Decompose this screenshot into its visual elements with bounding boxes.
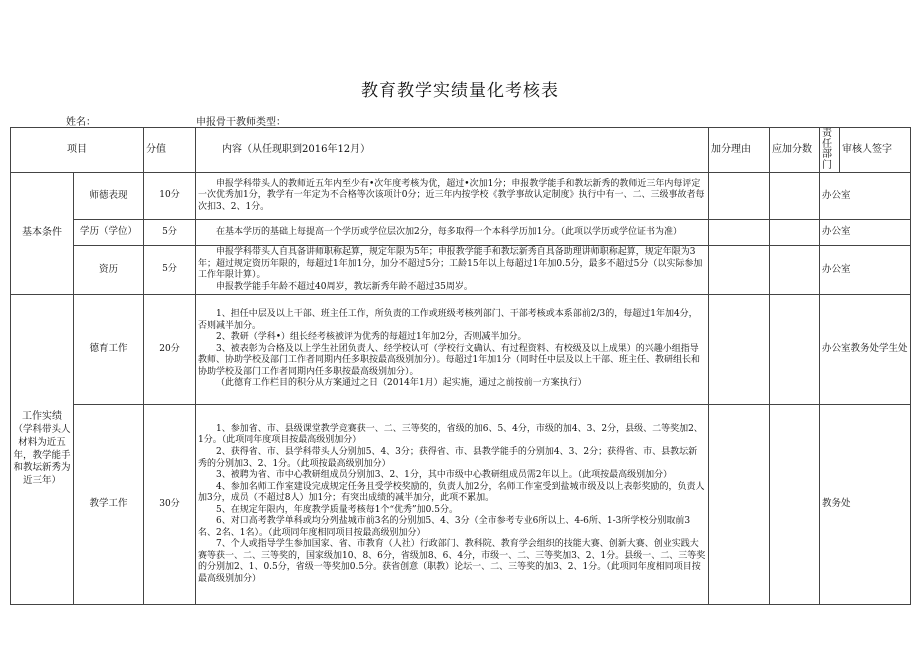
row-degree-dept: 办公室 — [820, 220, 911, 246]
row-degree-score: 5分 — [144, 220, 196, 246]
teacher-type-field — [196, 113, 444, 128]
row-seniority — [11, 246, 911, 295]
row-ethics-score: 10分 — [144, 173, 196, 220]
section-work-title: 工作实绩 — [22, 411, 62, 423]
row-moral-work-score: 20分 — [144, 295, 196, 405]
row-degree-points-input[interactable] — [770, 220, 820, 246]
header-reason: 加分理由 — [709, 128, 770, 173]
row-teaching-work-label: 教学工作 — [74, 405, 144, 605]
row-teaching-work-reason-input[interactable] — [709, 405, 770, 605]
row-moral-work-label: 德育工作 — [74, 295, 144, 405]
row-ethics-label: 师德表现 — [74, 173, 144, 220]
row-moral-work — [11, 295, 911, 405]
header-score: 分值 — [144, 128, 196, 173]
row-teaching-work-dept: 教务处 — [820, 405, 911, 605]
header-responsible-dept: 责任部门 — [820, 128, 840, 173]
row-moral-work-reason-input[interactable] — [709, 295, 770, 405]
assessment-table — [10, 127, 911, 605]
row-moral-work-content: 1、担任中层及以上干部、班主任工作，所负责的工作或班级考核列部门、干部考核或本系部前2/3的，每超过1年加4分，否则减半加分。 2、教研（学科•）组长经考核被评为优秀的每超过1年加2分，否则减半加分。 3、被表彰为合格及以上学生社团负责人、经学校认可（学校行文确认、有过程资料、有校级及以上成果）的兴趣小组指导教师、协助学校及部门工作者同期内任多职按最高级别加分）。每超过1年加1分（同时任中层及以上干部、班主任、教研组长和协助学校及部门工作者同期内任多职按最高级别加分）。 （此德育工作栏目的积分从方案通过之日（2014年1月）起实施，通过之前按前一方案执行） — [196, 295, 709, 405]
row-seniority-score: 5分 — [144, 246, 196, 295]
section-work-note: （学科带头人材料为近五年，教学能手和教坛新秀为近三年） — [13, 423, 71, 487]
row-ethics — [11, 173, 911, 220]
header-item: 项目 — [11, 128, 144, 173]
row-teaching-work-points-input[interactable] — [770, 405, 820, 605]
row-ethics-dept: 办公室 — [820, 173, 911, 220]
teacher-type-label: 申报骨干教师类型： — [196, 117, 286, 128]
row-moral-work-points-input[interactable] — [770, 295, 820, 405]
header-reviewer: 审核人签字 — [840, 128, 911, 173]
row-teaching-work-score: 30分 — [144, 405, 196, 605]
row-seniority-label: 资历 — [74, 246, 144, 295]
row-degree-label: 学历（学位） — [74, 220, 144, 246]
row-ethics-reason-input[interactable] — [709, 173, 770, 220]
row-ethics-content: 申报学科带头人的教师近五年内至少有•次年度考核为优，超过•次加1分；申报教学能手和教坛新秀的教师近三年内每评定一次优秀加1分，教学有一年定为不合格等次该项计0分；近三年内按学校《教学事故认定制度》执行中有一、二、三级事故者每次扣3、2、1分。 — [196, 173, 709, 220]
row-degree-content: 在基本学历的基础上每提高一个学历或学位层次加2分，每多取得一个本科学历加1分。（此项以学历或学位证书为准） — [196, 220, 709, 246]
header-row — [11, 128, 911, 173]
row-teaching-work-content: 1、参加省、市、县级课堂教学竞赛获一、二、三等奖的，省级的加6、5、4分，市级的加4、3、2分，县级、二等奖加2、1分。（此项同年度项目按最高级别加分） 2、获得省、市、县学科带头人分别加5、4、3分；获得省、市、县教学能手的分别加4、3、2分；获得省、市、县教坛新秀的分别加3、2、1分。（此项按最高级别加分） 3、被聘为省、市中心教研组成员分别加3、2、1分，其中市级中心教研组成员需2年以上。（此项按最高级别加分） 4、参加名师工作室建设完成规定任务且受学校奖励的，负责人加2分，名师工作室受到盐城市级及以上表彰奖励的，负责人加3分，成员（不超过8人）加1分；有突出成绩的减半加分，此项不累加。 5、在规定年限内，年度教学质量考核每1个“优秀”加0.5分。 6、对口高考教学单科或均分列盐城市前3名的分别加5、4、3分（全市参考专业6所以上、4-6所、1-3所学校分别取前3名、2名、1名）。（此项同年度相同项目按最高级别加分） 7、个人或指导学生参加国家、省、市教育（人社）行政部门、教科院、教育学会组织的技能大赛、创新大赛、创业实践大赛等获一、二、三等奖的，国家级加10、8、6分，省级加8、6、4分，市级一、二、三等奖加3、2、1分。县级一、二、三等奖的分别加2、1、0.5分，省级一等奖加0.5分。获省创意（职教）论坛一、二、三等奖的加3、2、1分。（此项同年度相同项目按最高级别加分） — [196, 405, 709, 605]
row-seniority-content: 申报学科带头人自具备讲师职称起算，规定年限为5年；申报教学能手和教坛新秀自具备助理讲师职称起算，规定年限为3年；超过规定资历年限的，每超过1年加1分，加分不超过5分；工龄15年以上每超过1年加0.5分，最多不超过5分（以实际参加工作年限计算）。 申报教学能手年龄不超过40周岁，教坛新秀年龄不超过35周岁。 — [196, 246, 709, 295]
section-work-performance — [11, 295, 74, 605]
header-points: 应加分数 — [770, 128, 820, 173]
section-basic-conditions: 基本条件 — [11, 173, 74, 295]
row-moral-work-dept: 办公室教务处学生处 — [820, 295, 911, 405]
row-degree-reason-input[interactable] — [709, 220, 770, 246]
row-teaching-work — [11, 405, 911, 605]
header-content: 内容（从任现职到2016年12月） — [196, 128, 709, 173]
row-seniority-reason-input[interactable] — [709, 246, 770, 295]
page-title: 教育教学实绩量化考核表 — [361, 81, 559, 101]
name-label: 姓名： — [66, 117, 96, 128]
row-degree — [11, 220, 911, 246]
row-seniority-points-input[interactable] — [770, 246, 820, 295]
row-seniority-dept: 办公室 — [820, 246, 911, 295]
name-field — [66, 113, 192, 128]
row-ethics-points-input[interactable] — [770, 173, 820, 220]
